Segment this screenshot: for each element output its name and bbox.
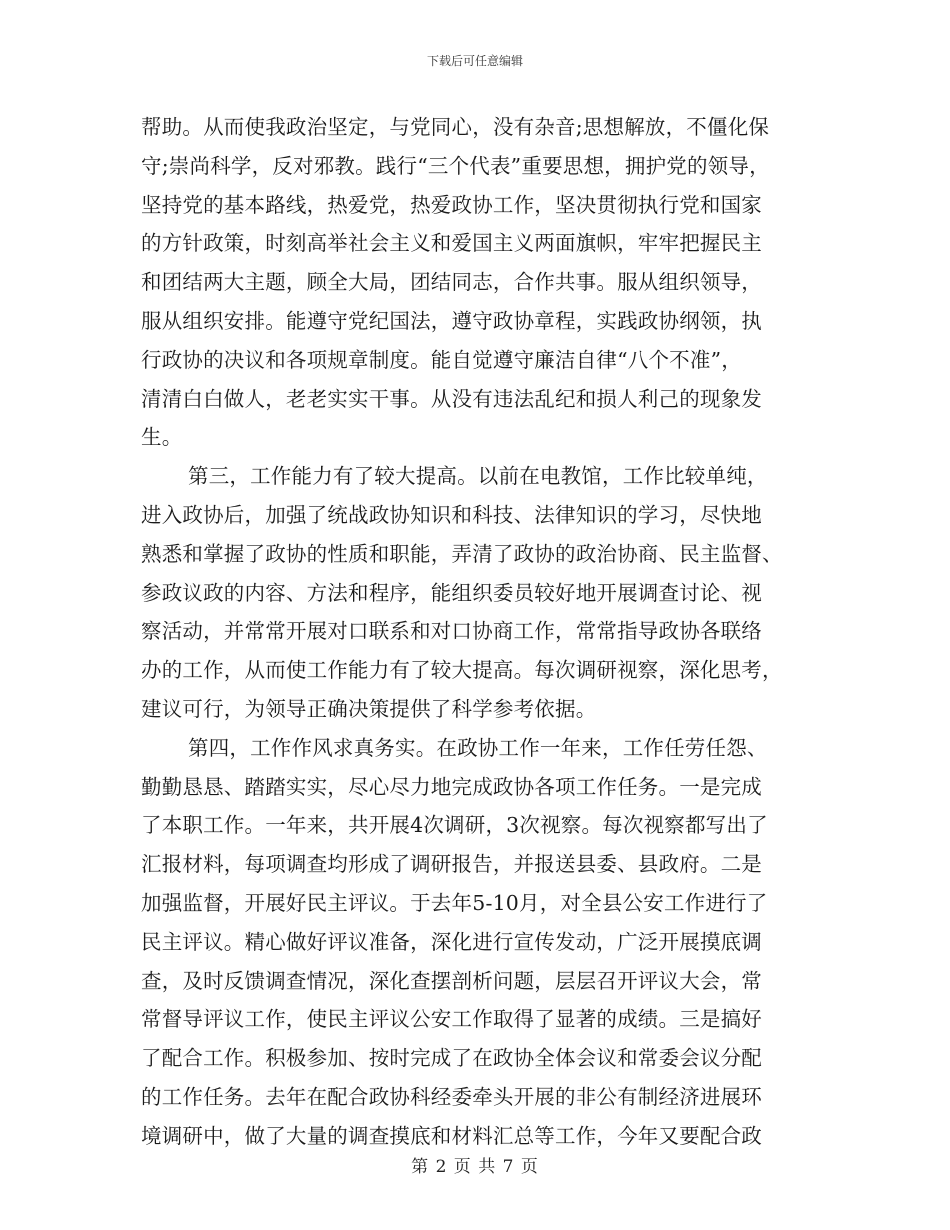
text-line: 的工作任务。去年在配合政协科经委牵头开展的非公有制经济进展环	[141, 1084, 762, 1109]
text-line: 服从组织安排。能遵守党纪国法，遵守政协章程，实践政协纲领，执	[141, 308, 762, 333]
text-line: 境调研中，做了大量的调查摸底和材料汇总等工作，今年又要配合政	[141, 1123, 762, 1148]
text-line: 和团结两大主题，顾全大局，团结同志，合作共事。服从组织领导，	[141, 270, 762, 295]
text-line: 查，及时反馈调查情况，深化查摆剖析问题，层层召开评议大会，常	[141, 968, 762, 993]
text-line: 建议可行，为领导正确决策提供了科学参考依据。	[141, 696, 597, 721]
text-line: 民主评议。精心做好评议准备，深化进行宣传发动，广泛开展摸底调	[141, 929, 762, 954]
text-line: 办的工作，从而使工作能力有了较大提高。每次调研视察，深化思考，	[141, 658, 783, 683]
document-body	[141, 108, 813, 1156]
text-line: 进入政协后，加强了统战政协知识和科技、法律知识的学习，尽快地	[141, 502, 762, 527]
text-line: 守;崇尚科学，反对邪教。践行“三个代表”重要思想，拥护党的领导，	[141, 153, 770, 178]
text-line: 帮助。从而使我政治坚定，与党同心，没有杂音;思想解放，不僵化保	[141, 115, 770, 139]
text-line: 了配合工作。积极参加、按时完成了在政协全体会议和常委会议分配	[141, 1046, 762, 1071]
text-line: 勤勤恳恳、踏踏实实，尽心尽力地完成政协各项工作任务。一是完成	[141, 774, 762, 799]
text-line: 坚持党的基本路线，热爱党，热爱政协工作，坚决贯彻执行党和国家	[141, 192, 762, 217]
text-line: 加强监督，开展好民主评议。于去年5-10月，对全县公安工作进行了	[141, 890, 768, 915]
text-line: 常督导评议工作，使民主评议公安工作取得了显著的成绩。三是搞好	[141, 1007, 762, 1032]
page-footer: 第 2 页 共 7 页	[411, 1157, 539, 1177]
text-line: 生。	[141, 425, 183, 450]
text-line: 的方针政策，时刻高举社会主义和爱国主义两面旗帜，牢牢把握民主	[141, 231, 762, 256]
text-line: 了本职工作。一年来，共开展4次调研，3次视察。每次视察都写出了	[141, 813, 768, 838]
text-line: 第四，工作作风求真务实。在政协工作一年来，工作任劳任怨、	[188, 735, 768, 760]
text-line: 参政议政的内容、方法和程序，能组织委员较好地开展调查讨论、视	[141, 580, 762, 605]
text-line: 察活动，并常常开展对口联系和对口协商工作，常常指导政协各联络	[141, 619, 762, 644]
text-line: 第三，工作能力有了较大提高。以前在电教馆，工作比较单纯，	[188, 464, 768, 489]
text-line: 行政协的决议和各项规章制度。能自觉遵守廉洁自律“八个不准”，	[141, 347, 742, 372]
text-line: 汇报材料，每项调查均形成了调研报告，并报送县委、县政府。二是	[141, 852, 762, 877]
text-line: 熟悉和掌握了政协的性质和职能，弄清了政协的政治协商、民主监督、	[141, 541, 783, 566]
text-line: 清清白白做人，老老实实干事。从没有违法乱纪和损人利己的现象发	[141, 386, 762, 411]
page-header: 下载后可任意编辑	[426, 54, 523, 68]
